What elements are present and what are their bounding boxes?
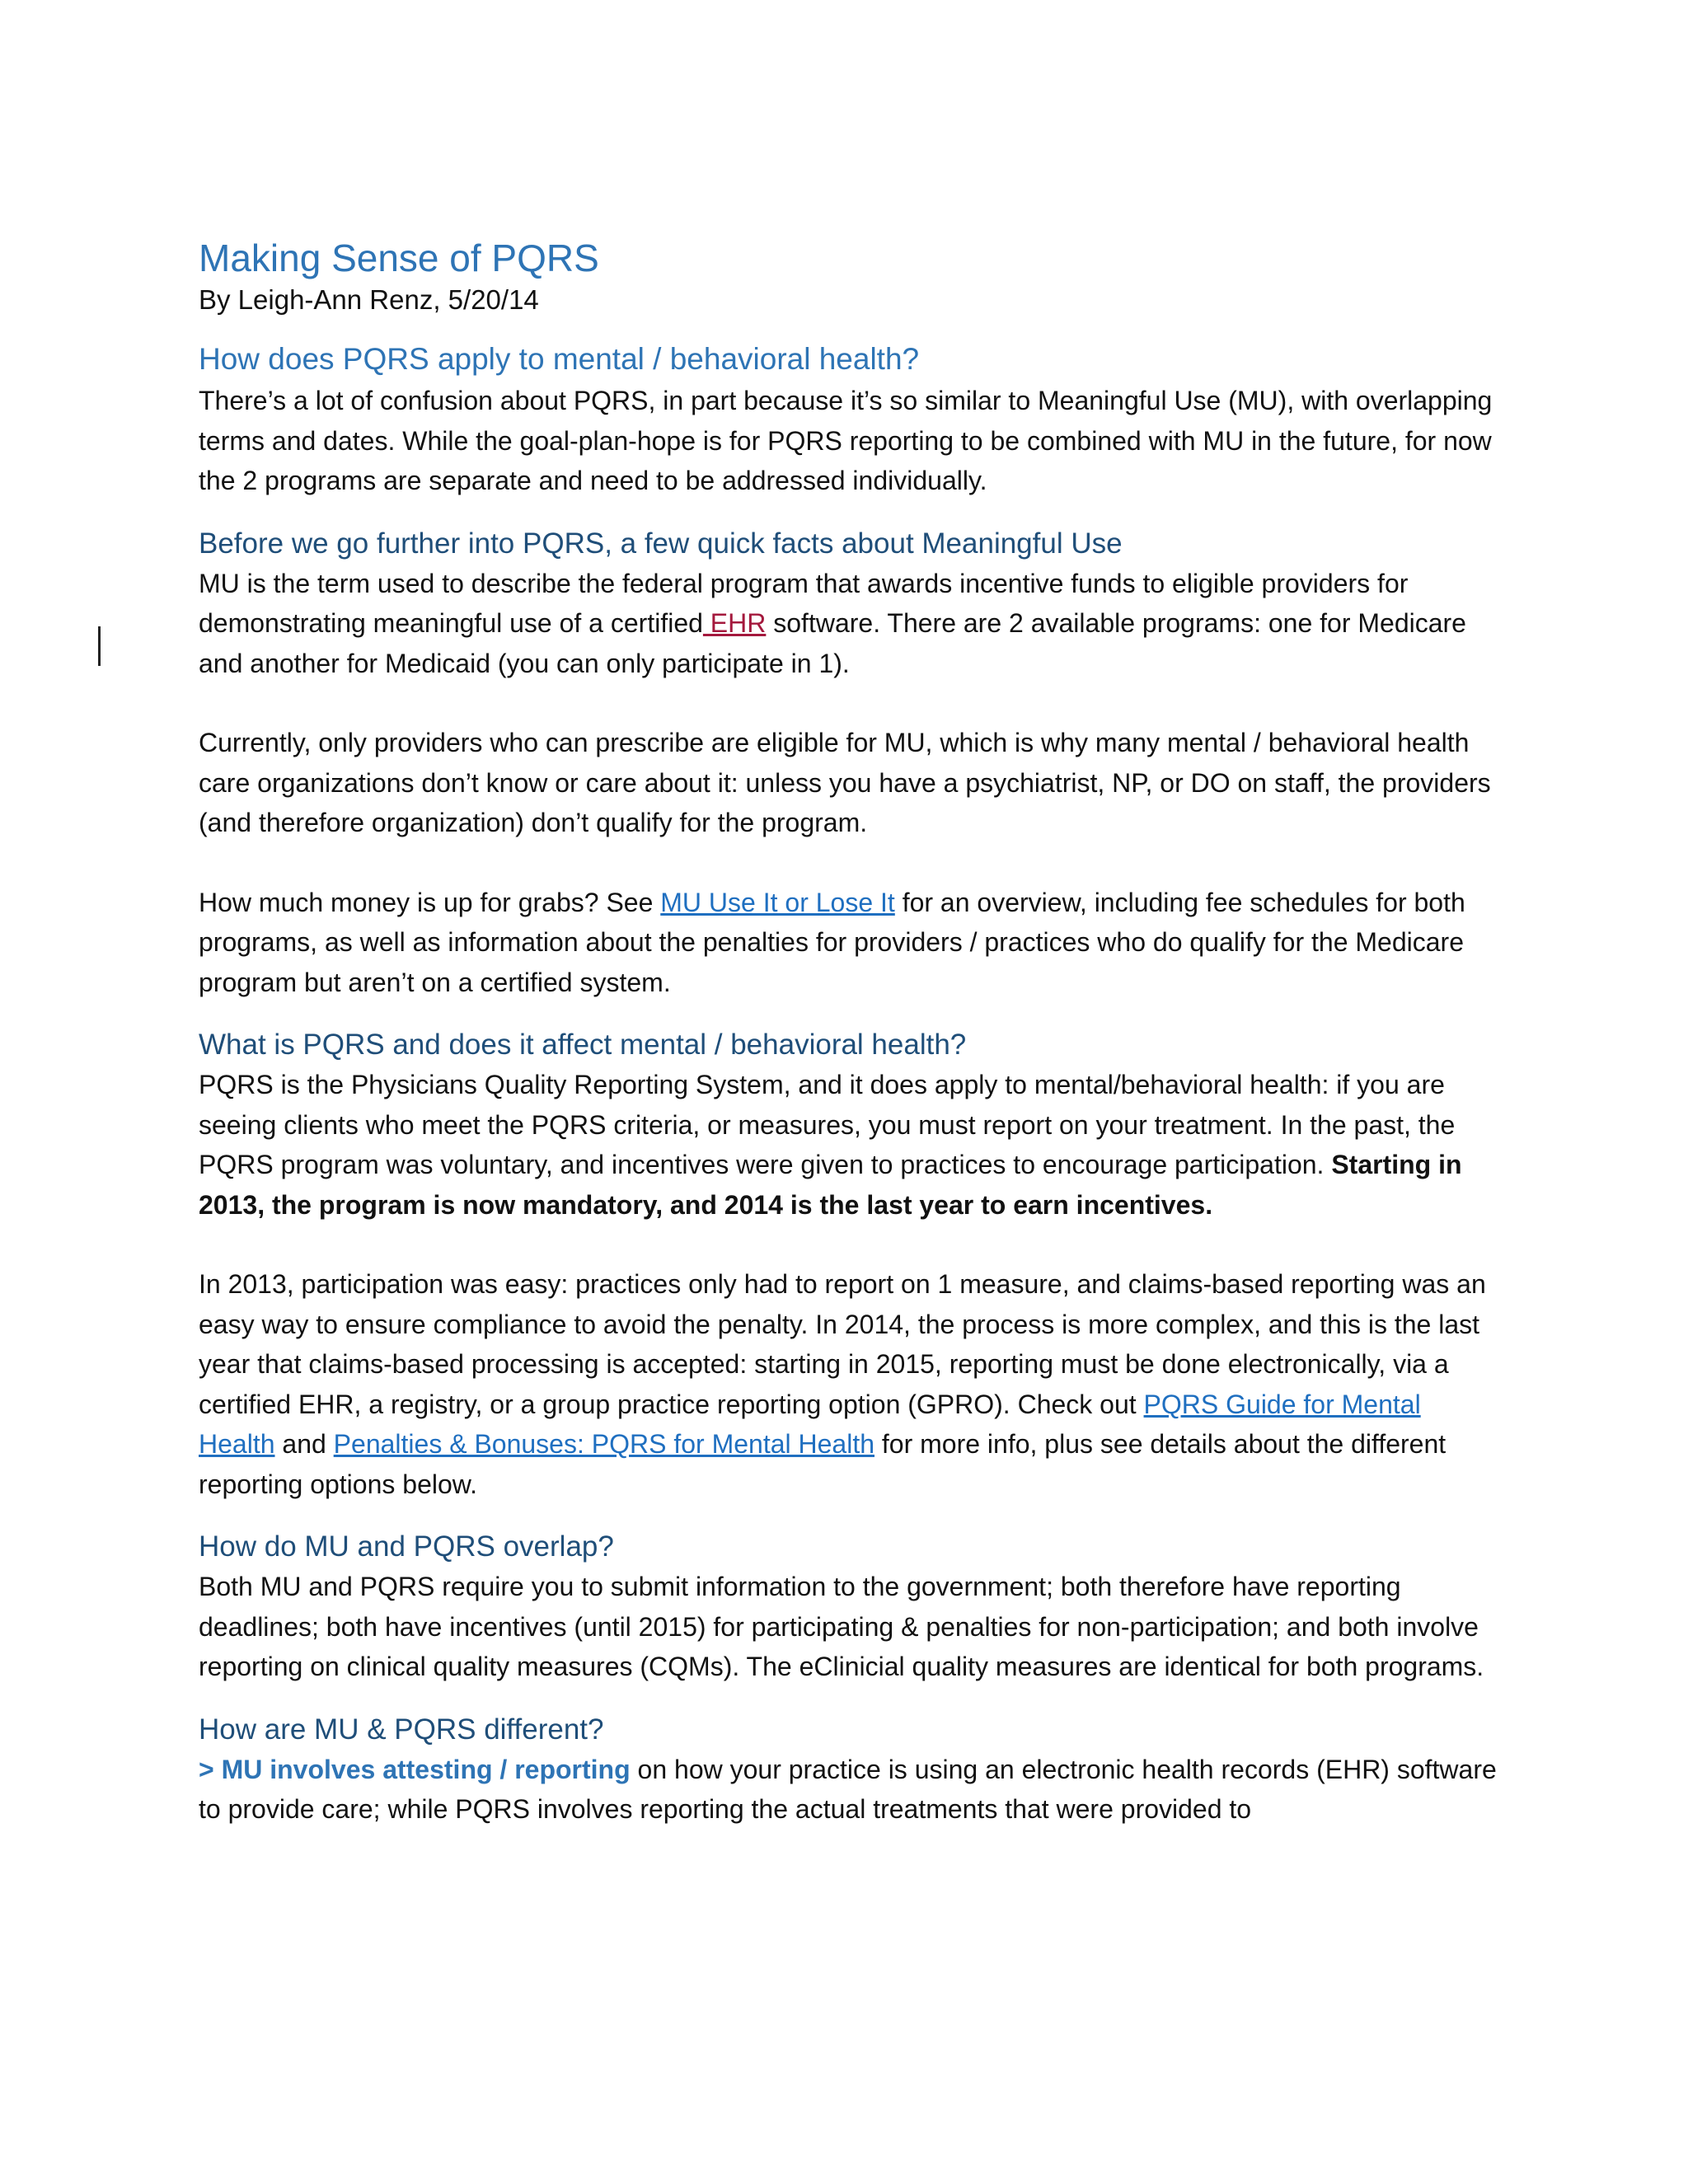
paragraph-text: and xyxy=(274,1429,334,1459)
emphasis-text: > MU involves attesting / reporting xyxy=(199,1754,631,1784)
emphasis-text: Starting in 2013, the program is now mandatory, and 2014 is the last year to earn incentives. xyxy=(199,1150,1462,1220)
section-heading-pqrs-mental-health: How does PQRS apply to mental / behavioral health? xyxy=(199,342,920,376)
paragraph-text: In 2013, participation was easy: practices only had to report on 1 measure, and claims-based reporting was an easy way to ensure compliance to avoid the penalty. In 2014, the process is more complex, and this is the last year that claims-based processing is accepted: starting in 2015, reporting must be done electronically, via a certified EHR, a registry, or a group practice reporting option (GPRO). Check out xyxy=(199,1269,1486,1419)
page-title: Making Sense of PQRS xyxy=(199,237,599,279)
paragraph-text: software. There are 2 available programs: one for Medicare and another for Medicaid (you can only participate in 1). xyxy=(199,608,1466,678)
section-heading-overlap: How do MU and PQRS overlap? xyxy=(199,1530,614,1563)
paragraph-text: for more info, plus see details about the different reporting options below. xyxy=(199,1429,1447,1499)
paragraph-text: PQRS is the Physicians Quality Reporting System, and it does apply to mental/behavioral health: if you are seeing clients who meet the PQRS criteria, or measures, you must report on your treatment. In the past, the PQRS program was voluntary, and incentives were given to practices to encourage participation. xyxy=(199,1070,1456,1179)
paragraph-text: MU is the term used to describe the federal program that awards incentive funds to eligible providers for demonstrating meaningful use of a certified xyxy=(199,568,1409,638)
section-heading-meaningful-use-facts: Before we go further into PQRS, a few quick facts about Meaningful Use xyxy=(199,527,1123,560)
section-paragraph: Both MU and PQRS require you to submit information to the government; both therefore have reporting deadlines; both have incentives (until 2015) for participating & penalties for non-participation; and both involve reporting on clinical quality measures (CQMs). The eClinicial quality measures are identical for both programs. xyxy=(199,1572,1484,1681)
section-paragraph xyxy=(199,1065,1501,1225)
ehr-link[interactable]: EHR xyxy=(702,608,767,638)
section-paragraph xyxy=(199,1750,1501,1830)
section-paragraph xyxy=(199,883,1501,1003)
section-paragraph xyxy=(199,1264,1501,1504)
paragraph-text: on how your practice is using an electronic health records (EHR) software to provide care; while PQRS involves reporting the actual treatments that were provided to xyxy=(199,1754,1497,1824)
section-heading-what-is-pqrs: What is PQRS and does it affect mental / behavioral health? xyxy=(199,1029,967,1061)
section-heading-differences: How are MU & PQRS different? xyxy=(199,1713,604,1746)
penalties-bonuses-link[interactable]: Penalties & Bonuses: PQRS for Mental Health xyxy=(333,1429,874,1459)
author-byline: By Leigh-Ann Renz, 5/20/14 xyxy=(199,284,539,315)
mu-use-it-or-lose-it-link[interactable]: MU Use It or Lose It xyxy=(660,887,895,917)
pqrs-guide-link[interactable]: PQRS Guide for Mental Health xyxy=(199,1389,1421,1459)
paragraph-text: for an overview, including fee schedules for both programs, as well as information about the penalties for providers / practices who do qualify for the Medicare program but aren’t on a certified system. xyxy=(199,887,1465,997)
text-cursor xyxy=(98,626,101,666)
section-paragraph: There’s a lot of confusion about PQRS, in part because it’s so similar to Meaningful Use (MU), with overlapping terms and dates. While the goal-plan-hope is for PQRS reporting to be combined with MU in the future, for now the 2 programs are separate and need to be addressed individually. xyxy=(199,386,1493,495)
section-paragraph xyxy=(199,564,1501,684)
document-body xyxy=(199,234,1501,1830)
paragraph-text: How much money is up for grabs? See xyxy=(199,887,661,917)
section-paragraph: Currently, only providers who can prescribe are eligible for MU, which is why many mental / behavioral health care organizations don’t know or care about it: unless you have a psychiatrist, NP, or DO on staff, the providers (and therefore organization) don’t qualify for the program. xyxy=(199,728,1491,837)
